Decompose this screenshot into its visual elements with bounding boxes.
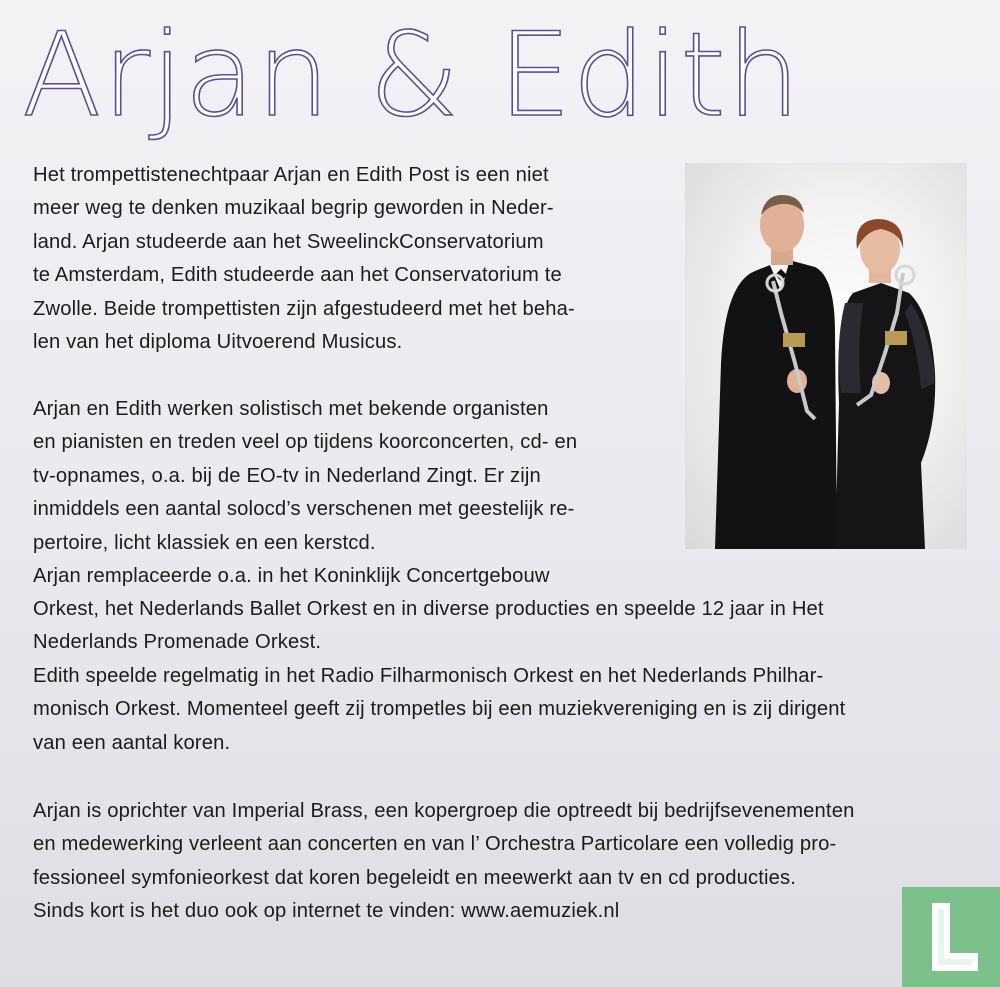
text-line: inmiddels een aantal solocd’s verschenen met geestelijk re- — [33, 498, 575, 521]
paragraph-soloists — [33, 393, 658, 593]
text-line: monisch Orkest. Momenteel geeft zij trompetles bij een muziekvereniging en is zij dirigent — [33, 698, 846, 721]
lastdodo-l-icon — [902, 887, 1000, 987]
lastdodo-logo — [902, 887, 1000, 987]
text-line: en medewerking verleent aan concerten en van l’ Orchestra Particolare een volledig pro- — [33, 833, 837, 856]
text-line: pertoire, licht klassiek en een kerstcd. — [33, 531, 376, 554]
text-line: tv-opnames, o.a. bij de EO-tv in Nederland Zingt. Er zijn — [33, 464, 541, 487]
paragraph-imperial-brass — [33, 795, 968, 929]
text-line: Sinds kort is het duo ook op internet te vinden: www.aemuziek.nl — [33, 900, 620, 923]
text-line: van een aantal koren. — [33, 731, 231, 754]
man-figure — [715, 195, 837, 549]
text-line: en pianisten en treden veel op tijdens koorconcerten, cd- en — [33, 431, 578, 454]
page-title: Arjan & Edith — [22, 8, 802, 143]
text-line: len van het diploma Uitvoerend Musicus. — [33, 331, 403, 354]
paragraph-orchestras — [33, 593, 968, 760]
text-line: meer weg te denken muzikaal begrip geworden in Neder- — [33, 197, 554, 220]
text-line: Zwolle. Beide trompettisten zijn afgestudeerd met het beha- — [33, 297, 575, 320]
text-line: te Amsterdam, Edith studeerde aan het Conservatorium te — [33, 264, 562, 287]
text-line: Orkest, het Nederlands Ballet Orkest en in diverse producties en speelde 12 jaar in Het — [33, 598, 824, 620]
woman-figure — [835, 219, 935, 549]
text-line: fessioneel symfonieorkest dat koren begeleidt en meewerkt aan tv en cd producties. — [33, 866, 797, 889]
text-line: land. Arjan studeerde aan het SweelinckConservatorium — [33, 230, 544, 253]
text-line: Arjan en Edith werken solistisch met bekende organisten — [33, 398, 549, 420]
text-line: Nederlands Promenade Orkest. — [33, 631, 322, 654]
text-line: Het trompettistenechtpaar Arjan en Edith Post is een niet — [33, 164, 549, 186]
text-line: Arjan remplaceerde o.a. in het Koninklijk Concertgebouw — [33, 565, 550, 588]
duo-portrait-photo — [685, 163, 967, 549]
text-line: Edith speelde regelmatig in het Radio Filharmonisch Orkest en het Nederlands Philhar- — [33, 664, 824, 687]
text-line: Arjan is oprichter van Imperial Brass, een kopergroep die optreedt bij bedrijfsevenementen — [33, 800, 855, 822]
paragraph-intro — [33, 159, 658, 359]
